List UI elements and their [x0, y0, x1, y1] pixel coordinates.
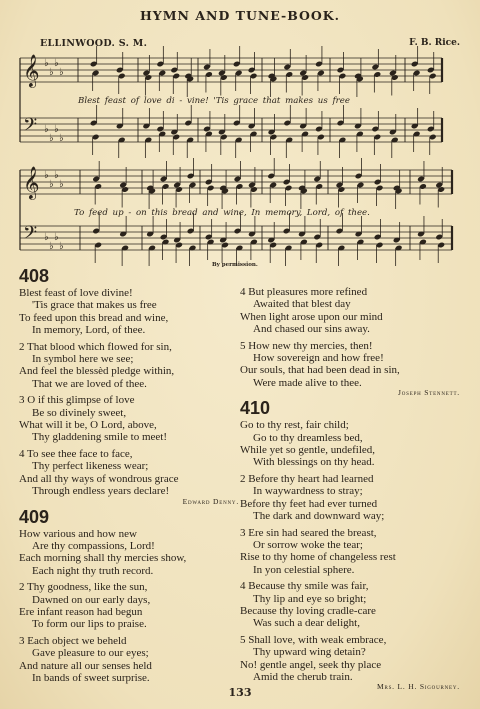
tune-name: ELLINWOOD. S. M. [40, 38, 148, 49]
verse-line: Or sorrow woke the tear; [253, 538, 363, 551]
verse-line: Thy lip and eye so bright; [253, 592, 367, 605]
running-head: HYMN AND TUNE-BOOK. [139, 8, 341, 23]
bass-clef: 𝄢 [23, 115, 38, 140]
verse-line: And chased our sins away. [253, 323, 370, 336]
flat-sign: ♭ [54, 170, 59, 181]
verse-line: Was such a dear delight, [253, 617, 360, 630]
hymn-409-stanza-4 [240, 286, 460, 336]
flat-sign: ♭ [54, 124, 59, 135]
verse-line: Were made alive to thee. [253, 376, 362, 389]
verse-line: Awaited that blest day [253, 298, 351, 311]
verse-line: Gave pleasure to our eyes; [32, 647, 149, 660]
composer-credit: F. B. Rice. [409, 38, 460, 48]
verse-line: Ere infant reason had begun [19, 605, 143, 618]
hymn-number: 409 [19, 506, 50, 527]
verse-line: Are thy compassions, Lord! [32, 539, 155, 552]
treble-clef: 𝄞 [23, 54, 40, 87]
verse-line: 2 That blood which flowed for sin, [19, 340, 172, 353]
hymn-408-stanza-4 [19, 448, 239, 498]
verse-line: How sovereign and how free! [253, 352, 384, 365]
verse-line: 5 Shall love, with weak embrace, [240, 633, 387, 646]
hymn-410-stanza-4 [240, 580, 460, 630]
hymn-409-stanza-5 [240, 340, 460, 390]
page-number: 133 [228, 686, 252, 699]
flat-sign: ♭ [44, 170, 49, 181]
verse-line: 5 How new thy mercies, then! [240, 339, 373, 352]
verse-line: Our souls, that had been dead in sin, [240, 364, 400, 377]
verse-line: Go to thy dreamless bed, [253, 431, 363, 444]
verse-line: With blessings on thy head. [253, 456, 375, 469]
verse-line: Be so divinely sweet, [32, 406, 127, 419]
music-score [0, 0, 480, 270]
flat-sign: ♭ [59, 179, 64, 190]
treble-clef: 𝄞 [23, 166, 40, 199]
hymn-409-stanza-3 [19, 635, 239, 685]
verse-line: 2 Thy goodness, like the sun, [19, 581, 148, 594]
right-column [240, 286, 460, 692]
left-column [19, 266, 239, 684]
hymn-410-stanza-2 [240, 473, 460, 523]
flat-sign: ♭ [49, 133, 54, 144]
flat-sign: ♭ [49, 67, 54, 78]
verse-line: Because thy loving cradle-care [240, 604, 376, 617]
hymn-number: 410 [240, 398, 271, 419]
verse-line: Go to thy rest, fair child; [240, 419, 349, 432]
verse-line: 4 To see thee face to face, [19, 447, 133, 460]
verse-line: Rise to thy home of changeless rest [240, 551, 396, 564]
flat-sign: ♭ [54, 58, 59, 69]
verse-line: In memory, Lord, of thee. [32, 324, 146, 337]
flat-sign: ♭ [54, 232, 59, 243]
flat-sign: ♭ [59, 133, 64, 144]
verse-line: 4 Because thy smile was fair, [240, 580, 369, 593]
verse-line: No! gentle angel, seek thy place [240, 658, 382, 671]
verse-line: Blest feast of love divine! [19, 287, 133, 299]
verse-line: Before thy feet had ever turned [240, 497, 378, 510]
verse-line: The dark and downward way; [253, 510, 385, 523]
verse-line: Amid the cherub train. [253, 670, 353, 683]
flat-sign: ♭ [59, 67, 64, 78]
verse-line: While yet so gentle, undefiled, [240, 444, 376, 457]
hymn-409-stanza-1 [19, 528, 239, 578]
flat-sign: ♭ [49, 241, 54, 252]
verse-line: How various and how new [19, 527, 137, 540]
verse-line: 4 But pleasures more refined [240, 286, 368, 298]
verse-line: 3 Each object we beheld [19, 634, 127, 647]
permission-note: By permission. [212, 262, 258, 268]
hymn-author: Mrs. L. H. Sigourney. [377, 682, 460, 692]
flat-sign: ♭ [44, 124, 49, 135]
music-lyric-line-1: Blest feast of love di - vine! 'Tis grace that makes us free [78, 96, 350, 106]
flat-sign: ♭ [44, 232, 49, 243]
music-lyric-line-2: To feed up - on this bread and wine, In memory, Lord, of thee. [74, 208, 370, 218]
verse-line: To form our lips to praise. [32, 618, 147, 631]
hymn-408-stanza-2 [19, 341, 239, 391]
hymn-409-stanza-2 [19, 581, 239, 631]
verse-line: Thy perfect likeness wear; [32, 460, 149, 473]
verse-line: And all thy ways of wondrous grace [19, 472, 179, 485]
hymn-author: Edward Denny. [182, 496, 239, 506]
verse-line: In bands of sweet surprise. [32, 671, 150, 684]
verse-line: In waywardness to stray; [253, 485, 363, 498]
verse-line: 3 Ere sin had seared the breast, [240, 526, 377, 539]
verse-line: 2 Before thy heart had learned [240, 472, 374, 485]
hymn-408-stanza-1 [19, 287, 239, 337]
verse-line: To feed upon this bread and wine, [19, 311, 169, 324]
hymn-410-stanza-3 [240, 527, 460, 577]
verse-line: 'Tis grace that makes us free [32, 299, 157, 312]
verse-line: And nature all our senses held [19, 659, 152, 672]
verse-line: In yon celestial sphere. [253, 563, 355, 576]
hymn-author: Joseph Stennett. [398, 388, 460, 398]
verse-line: Thy gladdening smile to meet! [32, 431, 168, 444]
verse-line: Through endless years declare! [32, 485, 170, 498]
verse-line: In symbol here we see; [32, 353, 134, 366]
verse-line: Each morning shall thy mercies show, [19, 552, 187, 565]
verse-line: Thy upward wing detain? [253, 646, 366, 659]
hymn-number: 408 [19, 266, 50, 286]
verse-line: When light arose upon our mind [240, 310, 383, 323]
flat-sign: ♭ [49, 179, 54, 190]
verse-line: Dawned on our early days, [32, 593, 151, 606]
verse-line: 3 O if this glimpse of love [19, 394, 135, 407]
hymn-410-stanza-1 [240, 419, 460, 469]
verse-line: What will it be, O Lord, above, [19, 419, 157, 432]
flat-sign: ♭ [44, 58, 49, 69]
bass-clef: 𝄢 [23, 223, 38, 248]
hymn-410-stanza-5 [240, 634, 460, 684]
verse-line: That we are loved of thee. [32, 377, 147, 390]
hymn-408-stanza-3 [19, 394, 239, 444]
verse-line: Each night thy truth record. [32, 564, 154, 577]
verse-line: And feel the blessèd pledge within, [19, 365, 175, 378]
flat-sign: ♭ [59, 241, 64, 252]
